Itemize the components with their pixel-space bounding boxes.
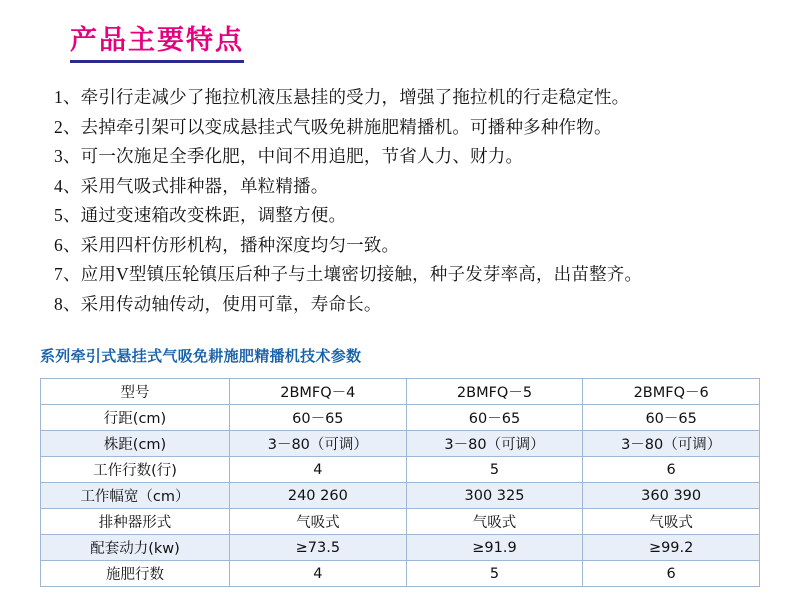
table-cell: ≥91.9 xyxy=(406,535,583,561)
table-cell: 5 xyxy=(406,561,583,587)
table-cell: 气吸式 xyxy=(406,509,583,535)
page-title-wrapper xyxy=(54,18,760,69)
table-cell: 6 xyxy=(583,561,760,587)
list-item: 8、采用传动轴传动，使用可靠，寿命长。 xyxy=(54,293,382,314)
table-cell-label: 株距(cm) xyxy=(41,431,230,457)
table-cell: 240 260 xyxy=(230,483,407,509)
table-cell: 6 xyxy=(583,457,760,483)
list-item: 6、采用四杆仿形机构，播种深度均匀一致。 xyxy=(54,234,400,255)
table-cell: 4 xyxy=(230,457,407,483)
table-cell-label: 排种器形式 xyxy=(41,509,230,535)
section-subtitle: 系列牵引式悬挂式气吸免耕施肥精播机技术参数 xyxy=(40,347,362,365)
table-header-cell: 2BMFQ－4 xyxy=(230,379,407,405)
table-cell-label: 配套动力(kw) xyxy=(41,535,230,561)
list-item: 3、可一次施足全季化肥，中间不用追肥，节省人力、财力。 xyxy=(54,146,524,166)
table-cell: 气吸式 xyxy=(583,509,760,535)
list-item: 1、牵引行走减少了拖拉机液压悬挂的受力，增强了拖拉机的行走稳定性。 xyxy=(54,87,630,107)
table-header-cell: 2BMFQ－5 xyxy=(406,379,583,405)
table-cell-label: 施肥行数 xyxy=(41,561,230,587)
table-row xyxy=(41,509,760,535)
table-cell: 4 xyxy=(230,561,407,587)
table-row-header xyxy=(41,379,760,405)
list-item: 4、采用气吸式排种器，单粒精播。 xyxy=(54,175,329,196)
table-row xyxy=(41,431,760,457)
table-row xyxy=(41,457,760,483)
table-cell: 3－80（可调） xyxy=(583,431,760,457)
table-cell: 3－80（可调） xyxy=(406,431,583,457)
table-cell: 60－65 xyxy=(583,405,760,431)
table-row xyxy=(41,405,760,431)
table-cell: 60－65 xyxy=(230,405,407,431)
table-cell-label: 行距(cm) xyxy=(41,405,230,431)
table-row xyxy=(41,561,760,587)
table-cell: 360 390 xyxy=(583,483,760,509)
table-row xyxy=(41,535,760,561)
list-item: 7、应用V型镇压轮镇压后种子与土壤密切接触，种子发芽率高，出苗整齐。 xyxy=(54,264,643,284)
table-header-cell: 2BMFQ－6 xyxy=(583,379,760,405)
table-cell: 3－80（可调） xyxy=(230,431,407,457)
table-cell: 300 325 xyxy=(406,483,583,509)
table-row xyxy=(41,483,760,509)
table-cell: 气吸式 xyxy=(230,509,407,535)
table-cell: ≥73.5 xyxy=(230,535,407,561)
table-header-cell: 型号 xyxy=(41,379,230,405)
page-title: 产品主要特点 xyxy=(70,18,244,63)
table-cell: 5 xyxy=(406,457,583,483)
list-item: 2、去掉牵引架可以变成悬挂式气吸免耕施肥精播机。可播种多种作物。 xyxy=(54,116,612,137)
list-item: 5、通过变速箱改变株距，调整方便。 xyxy=(54,205,347,225)
feature-list xyxy=(40,83,760,319)
table-cell: ≥99.2 xyxy=(583,535,760,561)
table-cell-label: 工作幅宽（cm） xyxy=(41,483,230,509)
table-cell: 60－65 xyxy=(406,405,583,431)
table-cell-label: 工作行数(行) xyxy=(41,457,230,483)
spec-table xyxy=(40,378,760,587)
